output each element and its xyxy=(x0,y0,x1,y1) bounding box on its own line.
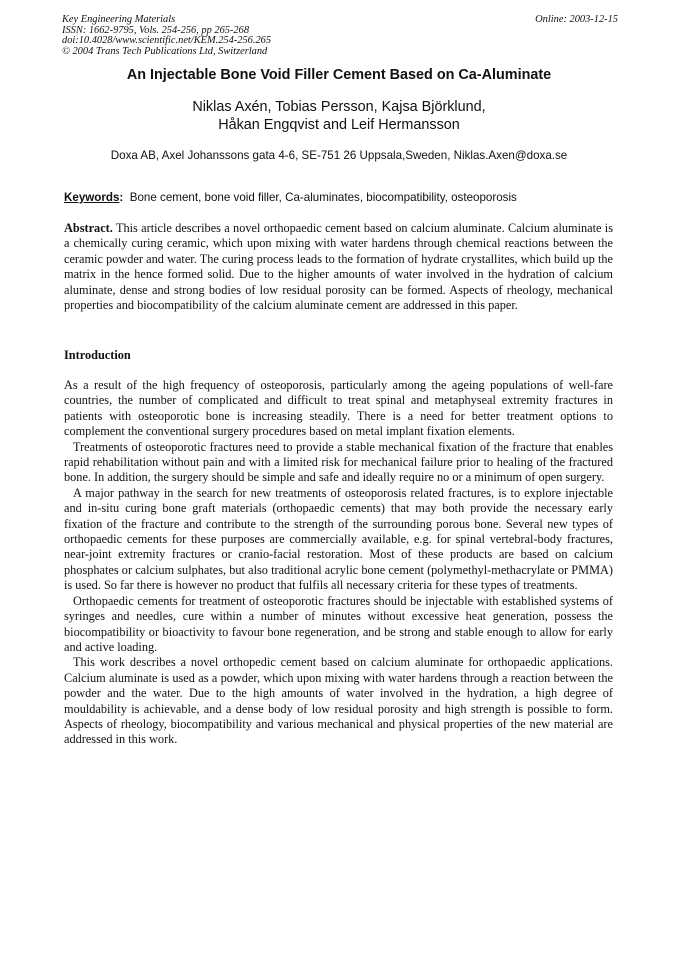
abstract-label: Abstract. xyxy=(64,221,113,235)
keywords-text: Bone cement, bone void filler, Ca-aluminates, biocompatibility, osteoporosis xyxy=(129,191,517,204)
intro-paragraph-4: Orthopaedic cements for treatment of osteoporotic fractures should be injectable with established systems of syringes and needles, cure within a number of minutes without excessive heat generation, possess the biocompatibility or bioactivity to favour bone regeneration, and be strong and stable enough to allow for early and active loading. xyxy=(64,593,613,654)
keywords-colon: : xyxy=(119,191,124,204)
keywords-block xyxy=(64,190,614,206)
abstract-block xyxy=(64,221,613,313)
intro-paragraph-3: A major pathway in the search for new treatments of osteoporosis related fractures, is to explore injectable and in-situ curing bone graft materials (orthopaedic cements) that may both provide the necessary early fixation of the fracture and contribute to the strength of the surrounding porous bone. Several new types of orthopaedic cements for these purposes are commercially available, e.g. for spinal vertebral-body fractures, near-joint extremity fractures or cranio-facial restoration. Most of these products are based on calcium phosphates or calcium sulphates, but also traditional acrylic bone cement (polymethyl-methacrylate or PMMA) is used. So far there is however no product that fulfils all necessary criteria for these types of treatments. xyxy=(64,485,613,593)
intro-paragraph-1: As a result of the high frequency of osteoporosis, particularly among the ageing populations of well-fare countries, the number of complicated and difficult to treat spinal and metaphyseal extremity fractures in patients with osteoporotic bone is increasing steadily. There is a need for better treatment options to complement the conventional surgery procedures based on metal implant fixation elements. xyxy=(64,378,613,439)
issn-line: ISSN: 1662-9795, Vols. 254-256, pp 265-268 xyxy=(62,24,250,36)
section-heading-introduction: Introduction xyxy=(64,348,131,362)
journal-header xyxy=(62,15,618,57)
intro-paragraph-2: Treatments of osteoporotic fractures need to provide a stable mechanical fixation of the fracture that enables rapid rehabilitation without pain and with a limited risk for mechanical failure prior to healing of the fractured bone. In addition, the surgery should be simple and safe and ideally require no or a minimum of open surgery. xyxy=(64,439,613,485)
doi-line: doi:10.4028/www.scientific.net/KEM.254-256.265 xyxy=(62,35,272,47)
authors-line-1: Niklas Axén, Tobias Persson, Kajsa Björklund, xyxy=(192,99,486,115)
online-date: Online: 2003-12-15 xyxy=(535,14,618,25)
author-list xyxy=(0,98,678,134)
affiliation: Doxa AB, Axel Johanssons gata 4-6, SE-751 26 Uppsala,Sweden, Niklas.Axen@doxa.se xyxy=(110,149,568,162)
intro-paragraph-5: This work describes a novel orthopedic cement based on calcium aluminate for orthopaedic applications. Calcium aluminate is used as a powder, which upon mixing with water hardens through a reaction between the powder and the water. Due to the high amounts of water involved in the hydration, a high degree of mouldability is achievable, and a dense body of low residual porosity and high strength is possible to form. Aspects of rheology, biocompatibility and various mechanical and physical properties of the new material are addressed in this work. xyxy=(64,655,613,747)
paper-title: An Injectable Bone Void Filler Cement Based on Ca-Aluminate xyxy=(126,67,552,83)
journal-name: Key Engineering Materials xyxy=(62,14,176,25)
authors-line-2: Håkan Engqvist and Leif Hermansson xyxy=(218,117,460,133)
keywords-label: Keywords xyxy=(64,191,120,204)
abstract-paragraph xyxy=(64,221,613,313)
copyright-line: © 2004 Trans Tech Publications Ltd, Switzerland xyxy=(62,45,268,57)
introduction-body xyxy=(64,378,613,748)
abstract-text: This article describes a novel orthopaedic cement based on calcium aluminate. Calcium aluminate is a chemically curing ceramic, which upon mixing with water hardens through chemical reactions between the ceramic powder and water. The curing process leads to the formation of hydrate crystallites, which build up the matrix in the hence formed solid. Due to the higher amounts of water involved in the hydration of calcium aluminate, dense and strong bodies of low residual porosity can be formed. Aspects of rheology, mechanical properties and biocompatibility of the calcium aluminate cement are addressed in this paper. xyxy=(64,221,613,313)
